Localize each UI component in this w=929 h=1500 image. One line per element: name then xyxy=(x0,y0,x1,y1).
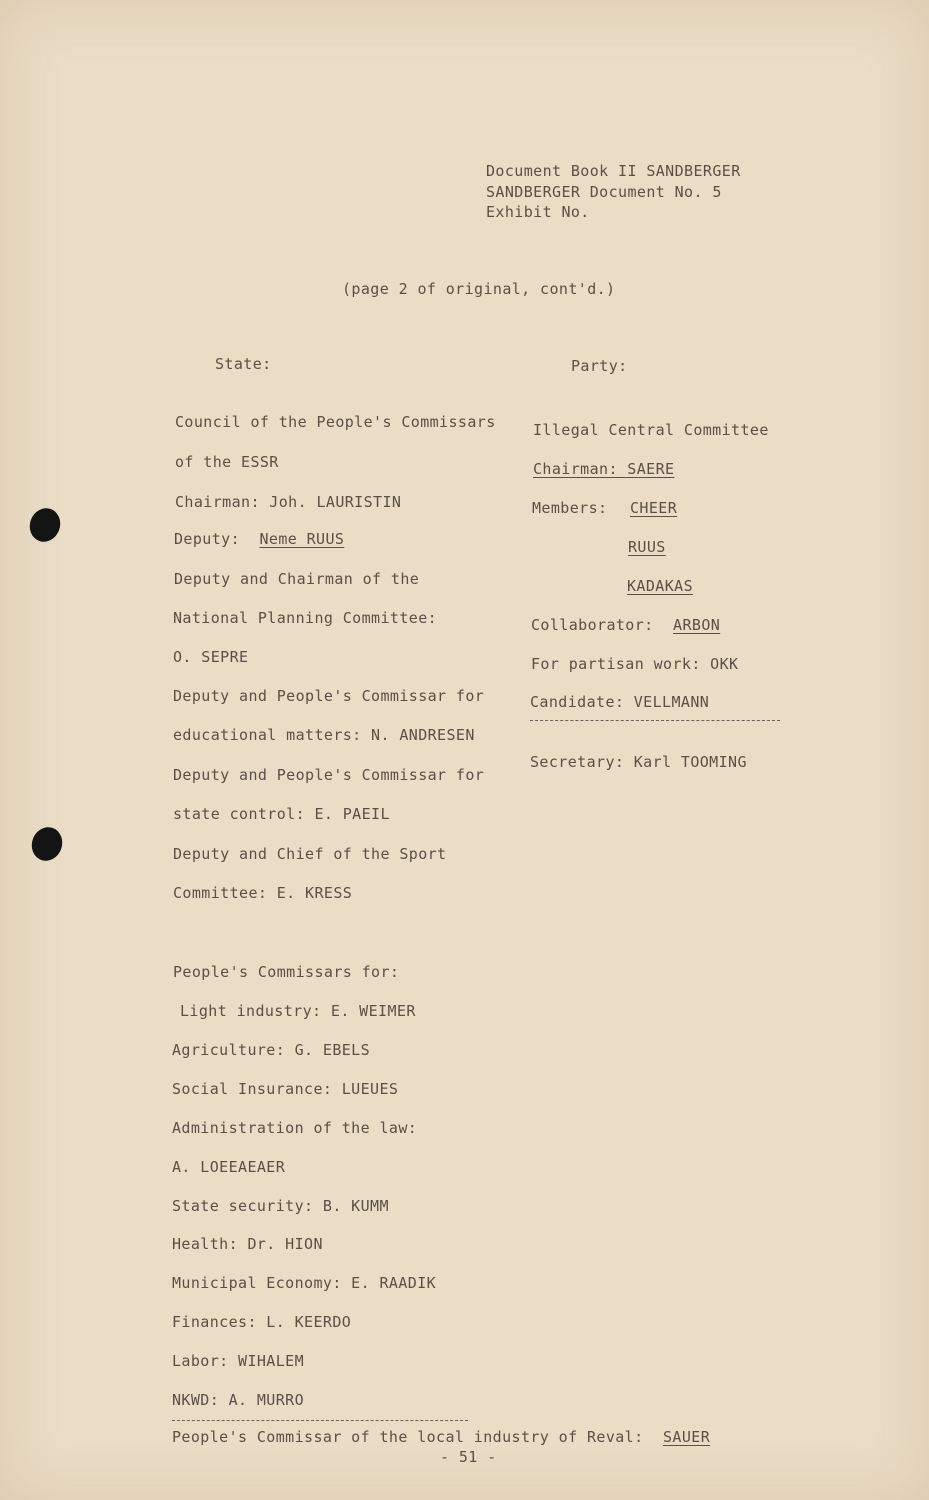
local-industry-name: SAUER xyxy=(662,1428,711,1446)
commissar-agriculture: Agriculture: G. EBELS xyxy=(172,1041,371,1059)
local-industry-label: People's Commissar of the local industry of Reval: xyxy=(172,1428,644,1446)
state-line-deputy-control: Deputy and People's Commissar for xyxy=(173,766,485,784)
party-chairman: Chairman: SAERE xyxy=(533,460,675,478)
state-line-sport: Committee: E. KRESS xyxy=(173,884,353,902)
state-line-control: state control: E. PAEIL xyxy=(173,805,390,823)
party-collaborator xyxy=(531,616,720,634)
commissar-law-name: A. LOEEAEAER xyxy=(172,1158,286,1176)
commissar-law: Administration of the law: xyxy=(172,1119,418,1137)
deputy-label: Deputy: xyxy=(174,530,241,548)
state-line-deputy-sport: Deputy and Chief of the Sport xyxy=(173,845,447,863)
page-number: - 51 - xyxy=(440,1448,497,1466)
deputy-name: Neme RUUS xyxy=(259,530,345,548)
party-divider xyxy=(530,720,780,721)
party-member-1: CHEER xyxy=(630,499,678,517)
state-line-council: Council of the People's Commissars xyxy=(175,413,496,431)
state-line-sepre: O. SEPRE xyxy=(173,648,249,666)
punch-hole-bottom xyxy=(27,823,67,865)
page-subtitle: (page 2 of original, cont'd.) xyxy=(342,280,616,298)
commissars-divider xyxy=(172,1420,468,1421)
state-line-planning-committee: National Planning Committee: xyxy=(173,609,438,627)
collaborator-name: ARBON xyxy=(673,616,721,634)
commissar-social-insurance: Social Insurance: LUEUES xyxy=(172,1080,399,1098)
state-line-deputy xyxy=(174,530,344,548)
commissar-finances: Finances: L. KEERDO xyxy=(172,1313,352,1331)
commissar-labor: Labor: WIHALEM xyxy=(172,1352,305,1370)
state-line-essr: of the ESSR xyxy=(175,453,279,471)
state-heading: State: xyxy=(215,355,272,373)
punch-hole-top xyxy=(25,504,65,546)
commissar-health: Health: Dr. HION xyxy=(172,1235,323,1253)
commissar-municipal: Municipal Economy: E. RAADIK xyxy=(172,1274,437,1292)
party-secretary: Secretary: Karl TOOMING xyxy=(530,753,747,771)
party-members-label: Members: xyxy=(532,499,608,517)
header-doc-number: SANDBERGER Document No. 5 xyxy=(486,183,722,201)
party-candidate: Candidate: VELLMANN xyxy=(530,693,710,711)
state-line-deputy-edu: Deputy and People's Commissar for xyxy=(173,687,485,705)
party-member-3: KADAKAS xyxy=(627,577,694,595)
state-line-deputy-planning: Deputy and Chairman of the xyxy=(174,570,420,588)
party-committee: Illegal Central Committee xyxy=(533,421,769,439)
header-doc-book: Document Book II SANDBERGER xyxy=(486,162,741,180)
commissar-light-industry: Light industry: E. WEIMER xyxy=(180,1002,416,1020)
state-line-edu: educational matters: N. ANDRESEN xyxy=(173,726,475,744)
commissar-state-security: State security: B. KUMM xyxy=(172,1197,389,1215)
header-exhibit: Exhibit No. xyxy=(486,203,590,221)
state-line-chairman: Chairman: Joh. LAURISTIN xyxy=(175,493,402,511)
commissar-nkwd: NKWD: A. MURRO xyxy=(172,1391,305,1409)
party-heading: Party: xyxy=(571,357,628,375)
party-member-2: RUUS xyxy=(628,538,666,556)
collaborator-label: Collaborator: xyxy=(531,616,654,634)
party-partisan: For partisan work: OKK xyxy=(531,655,739,673)
commissar-local-industry xyxy=(172,1428,710,1446)
commissars-heading: People's Commissars for: xyxy=(173,963,400,981)
